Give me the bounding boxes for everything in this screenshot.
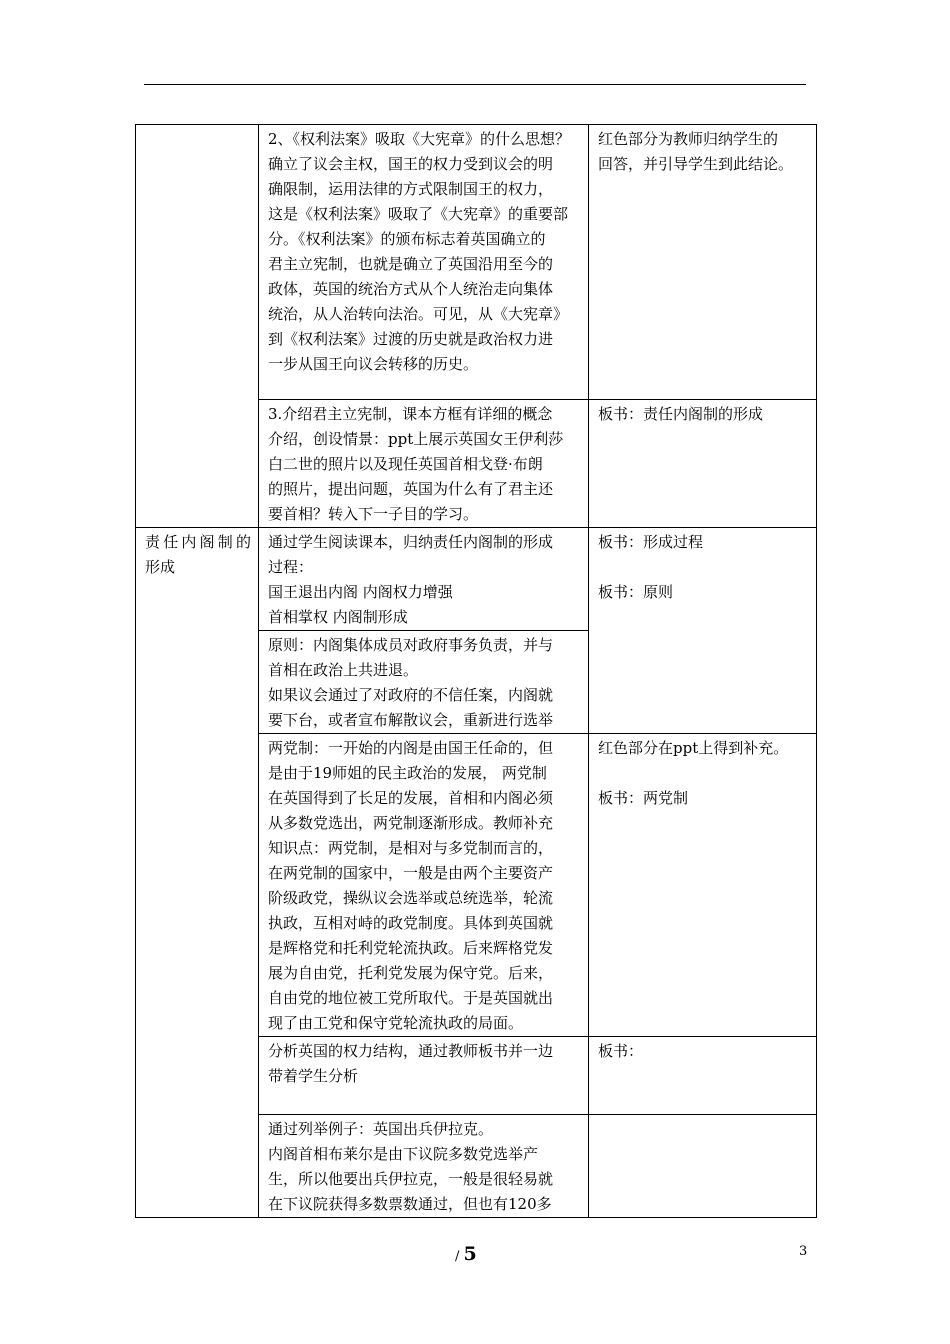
text-line: 的照片，提出问题，英国为什么有了君主还 bbox=[268, 480, 554, 498]
content-cell bbox=[259, 125, 589, 400]
text-line: 介绍，创设情景：ppt上展示英国女王伊利莎 bbox=[268, 430, 564, 448]
cell-text bbox=[259, 400, 588, 527]
text-line: 在两党制的国家中，一般是由两个主要资产 bbox=[268, 864, 554, 882]
text-line: 要下台，或者宣布解散议会，重新进行选举 bbox=[268, 711, 554, 729]
text-line: 统治，从人治转向法治。可见，从《大宪章》 bbox=[268, 305, 569, 323]
text-line: 从多数党选出，两党制逐渐形成。教师补充 bbox=[268, 814, 554, 832]
text-line: 板书：责任内阁制的形成 bbox=[598, 405, 764, 423]
cell-text bbox=[589, 528, 816, 605]
text-line: 过程： bbox=[268, 558, 314, 576]
page-number: 3 bbox=[799, 1244, 808, 1259]
content-cell bbox=[259, 528, 589, 631]
text-line: 板书：形成过程 bbox=[598, 533, 704, 551]
text-line: 现了由工党和保守党轮流执政的局面。 bbox=[268, 1014, 524, 1032]
note-cell bbox=[589, 734, 817, 1037]
text-line: 分。《权利法案》的颁布标志着英国确立的 bbox=[268, 230, 546, 248]
text-line: 红色部分在ppt上得到补充。 bbox=[598, 739, 789, 757]
content-cell bbox=[259, 400, 589, 528]
content-cell bbox=[259, 631, 589, 734]
text-line: 执政，互相对峙的政党制度。具体到英国就 bbox=[268, 914, 554, 932]
text-line: 自由党的地位被工党所取代。于是英国就出 bbox=[268, 989, 554, 1007]
text-line: 在英国得到了长足的发展，首相和内阁必须 bbox=[268, 789, 554, 807]
text-line: 一步从国王向议会转移的历史。 bbox=[268, 355, 479, 373]
table-row bbox=[136, 528, 817, 631]
cell-text bbox=[589, 734, 816, 811]
content-cell bbox=[259, 1115, 589, 1218]
cell-text bbox=[136, 528, 258, 580]
text-line: 确限制，运用法律的方式限制国王的权力， bbox=[268, 180, 554, 198]
text-line: 生，所以他要出兵伊拉克，一般是很轻易就 bbox=[268, 1170, 554, 1188]
text-line: 首相掌权 内阁制形成 bbox=[268, 608, 408, 626]
text-line: 红色部分为教师归纳学生的 bbox=[598, 130, 779, 148]
lesson-plan-table bbox=[135, 124, 817, 1218]
cell-text bbox=[589, 400, 816, 427]
text-line: 展为自由党，托利党发展为保守党。后来， bbox=[268, 964, 554, 982]
total-pages: 5 bbox=[463, 1243, 477, 1265]
cell-text bbox=[259, 734, 588, 1036]
note-cell bbox=[589, 1115, 817, 1218]
footer-total-pages bbox=[455, 1243, 477, 1265]
content-cell bbox=[259, 734, 589, 1037]
text-line: 阶级政党，操纵议会选举或总统选举，轮流 bbox=[268, 889, 554, 907]
text-line: 责任内阁制的 bbox=[145, 533, 251, 551]
text-line bbox=[598, 761, 809, 786]
table-body bbox=[136, 125, 817, 1218]
footer-slash: / bbox=[455, 1249, 460, 1264]
content-cell bbox=[259, 1037, 589, 1115]
topic-cell bbox=[136, 125, 259, 528]
text-line: 内阁首相布莱尔是由下议院多数党选举产 bbox=[268, 1145, 539, 1163]
text-line: 3.介绍君主立宪制，课本方框有详细的概念 bbox=[268, 405, 553, 423]
text-line: 到《权利法案》过渡的历史就是政治权力进 bbox=[268, 330, 554, 348]
text-line: 要首相？转入下一子目的学习。 bbox=[268, 505, 479, 523]
text-line: 如果议会通过了对政府的不信任案，内阁就 bbox=[268, 686, 554, 704]
text-line: 板书：原则 bbox=[598, 583, 674, 601]
note-cell bbox=[589, 400, 817, 528]
text-line: 通过学生阅读课本，归纳责任内阁制的形成 bbox=[268, 533, 554, 551]
text-line: 首相在政治上共进退。 bbox=[268, 661, 419, 679]
text-line: 这是《权利法案》吸取了《大宪章》的重要部 bbox=[268, 205, 569, 223]
note-cell bbox=[589, 528, 817, 734]
text-line: 国王退出内阁 内阁权力增强 bbox=[268, 583, 453, 601]
text-line: 形成 bbox=[145, 558, 176, 576]
cell-text bbox=[259, 631, 588, 733]
text-line: 知识点：两党制，是相对与多党制而言的， bbox=[268, 839, 554, 857]
cell-text bbox=[259, 125, 588, 377]
text-line: 2、《权利法案》吸取《大宪章》的什么思想？ bbox=[268, 130, 571, 148]
text-line: 板书： bbox=[598, 1042, 644, 1060]
header-rule bbox=[144, 84, 806, 85]
text-line: 两党制：一开始的内阁是由国王任命的，但 bbox=[268, 739, 554, 757]
text-line: 确立了议会主权，国王的权力受到议会的明 bbox=[268, 155, 554, 173]
text-line: 带着学生分析 bbox=[268, 1067, 359, 1085]
cell-text bbox=[259, 1037, 588, 1114]
text-line: 原则：内阁集体成员对政府事务负责，并与 bbox=[268, 636, 554, 654]
text-line bbox=[268, 1089, 581, 1114]
text-line: 是由于19师姐的民主政治的发展， 两党制 bbox=[268, 764, 547, 782]
text-line: 分析英国的权力结构，通过教师板书并一边 bbox=[268, 1042, 554, 1060]
text-line: 回答，并引导学生到此结论。 bbox=[598, 155, 794, 173]
text-line: 板书：两党制 bbox=[598, 789, 689, 807]
cell-text bbox=[589, 1037, 816, 1064]
text-line: 通过列举例子：英国出兵伊拉克。 bbox=[268, 1120, 494, 1138]
table-row bbox=[136, 125, 817, 400]
text-line: 在下议院获得多数票数通过，但也有120多 bbox=[268, 1195, 552, 1213]
text-line: 君主立宪制，也就是确立了英国沿用至今的 bbox=[268, 255, 554, 273]
topic-cell bbox=[136, 528, 259, 1218]
cell-text bbox=[259, 528, 588, 630]
text-line: 是辉格党和托利党轮流执政。后来辉格党发 bbox=[268, 939, 554, 957]
cell-text bbox=[259, 1115, 588, 1217]
cell-text bbox=[589, 125, 816, 177]
text-line bbox=[598, 555, 809, 580]
text-line: 政体，英国的统治方式从个人统治走向集体 bbox=[268, 280, 554, 298]
note-cell bbox=[589, 125, 817, 400]
note-cell bbox=[589, 1037, 817, 1115]
text-line: 白二世的照片以及现任英国首相戈登·布朗 bbox=[268, 455, 543, 473]
